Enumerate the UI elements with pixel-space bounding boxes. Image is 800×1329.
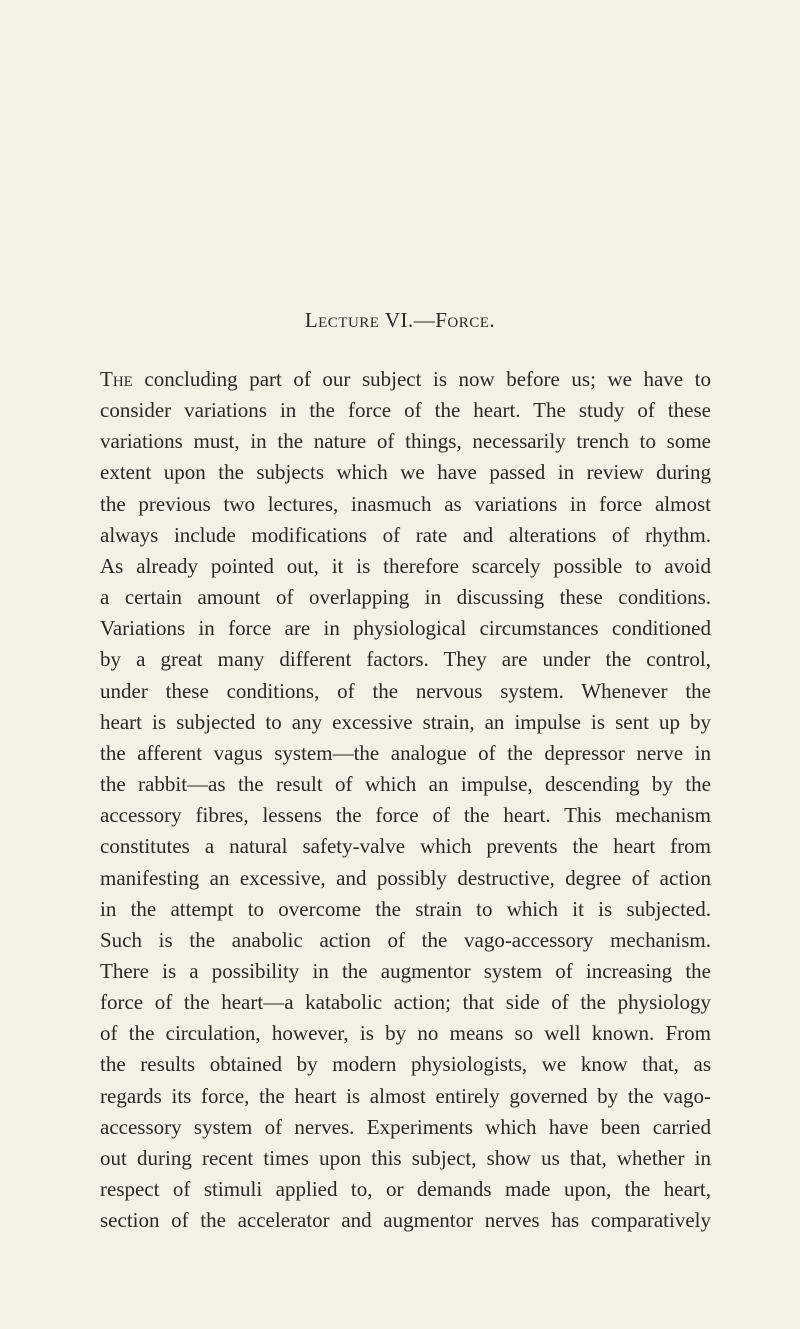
text-line: a certain amount of overlapping in discussing these conditions.: [100, 585, 711, 610]
text-line: regards its force, the heart is almost entirely governed by the vago-: [100, 1083, 711, 1108]
text-line: Variations in force are in physiological circumstances conditioned: [100, 616, 711, 641]
text-line: of the circulation, however, is by no means so well known. From: [100, 1021, 711, 1046]
text-line: under these conditions, of the nervous system. Whenever the: [100, 678, 711, 703]
text-line: the afferent vagus system—the analogue of the depressor nerve in: [100, 740, 711, 765]
text-line: out during recent times upon this subject, show us that, whether in: [100, 1145, 711, 1170]
text-line: the previous two lectures, inasmuch as variations in force almost: [100, 491, 711, 516]
text-line: heart is subjected to any excessive strain, an impulse is sent up by: [100, 709, 711, 734]
text-line: variations must, in the nature of things, necessarily trench to some: [100, 429, 711, 454]
text-line: in the attempt to overcome the strain to which it is subjected.: [100, 896, 711, 921]
text-line: constitutes a natural safety-valve which prevents the heart from: [100, 834, 711, 859]
text-line: section of the accelerator and augmentor nerves has comparatively: [100, 1208, 711, 1233]
text-line: consider variations in the force of the heart. The study of these: [100, 398, 711, 423]
lead-word: The: [100, 367, 133, 391]
text-line: the results obtained by modern physiologists, we know that, as: [100, 1052, 711, 1077]
text-line: respect of stimuli applied to, or demands made upon, the heart,: [100, 1177, 711, 1202]
line-text: concluding part of our subject is now before us; we have to: [132, 367, 711, 391]
text-line: extent upon the subjects which we have passed in review during: [100, 460, 711, 485]
text-line: accessory fibres, lessens the force of the heart. This mechanism: [100, 803, 711, 828]
text-line: [100, 364, 711, 395]
body-paragraph: [100, 364, 711, 1236]
lecture-heading: Lecture VI.—Force.: [304, 308, 496, 332]
text-line: the rabbit—as the result of which an impulse, descending by the: [100, 772, 711, 797]
text-line: There is a possibility in the augmentor system of increasing the: [100, 958, 711, 983]
text-line: accessory system of nerves. Experiments which have been carried: [100, 1114, 711, 1139]
text-line: by a great many different factors. They are under the control,: [100, 647, 711, 672]
text-line: Such is the anabolic action of the vago-accessory mechanism.: [100, 927, 711, 952]
text-line: As already pointed out, it is therefore scarcely possible to avoid: [100, 553, 711, 578]
text-line: always include modifications of rate and alterations of rhythm.: [100, 522, 711, 547]
text-line: force of the heart—a katabolic action; that side of the physiology: [100, 990, 711, 1015]
text-line: manifesting an excessive, and possibly destructive, degree of action: [100, 865, 711, 890]
